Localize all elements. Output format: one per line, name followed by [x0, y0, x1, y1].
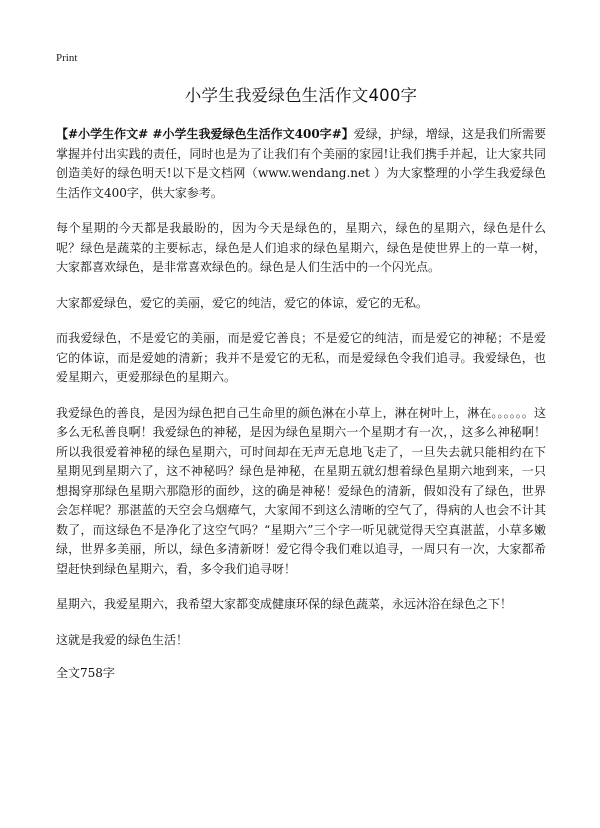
word-count: 全文758字 [56, 666, 115, 680]
intro-tags: 【#小学生作文# #小学生我爱绿色生活作文400字#】 [56, 127, 354, 141]
closing-line: 这就是我爱的绿色生活！ [56, 632, 189, 647]
body-paragraph-1: 每个星期的今天都是我最盼的，因为今天是绿色的，星期六，绿色的星期六，绿色是什么呢？绿色是蔬菜的主要标志，绿色是人们追求的绿色星期六，绿色是使世界上的一草一树，大家都喜欢绿色，是非常喜欢绿色的。绿色是人们生活中的一个闪光点。 [56, 221, 546, 274]
body-paragraph-4: 我爱绿色的善良，是因为绿色把自己生命里的颜色淋在小草上，淋在树叶上，淋在。。。。。。这多么无私善良啊！我爱绿色的神秘，是因为绿色星期六一个星期才有一次，，这多么神秘啊！所以我很爱着神秘的绿色星期六，可时间却在无声无息地飞走了，一旦失去就只能相约在下星期见到星期六了，这不神秘吗？绿色是神秘，在星期五就幻想着绿色星期六地到来，一只想揭穿那绿色星期六那隐形的面纱，这的确是神秘！爱绿色的清新，假如没有了绿色，世界会怎样呢？那湛蓝的天空会乌烟瘴气，大家闻不到这么清晰的空气了，得病的人也会不计其数了，而这绿色不是净化了这空气吗？“星期六”三个字一听见就觉得天空真湛蓝，小草多嫩绿，世界多美丽，所以，绿色多清新呀！爱它得令我们难以追寻，一周只有一次，大家都希望赶快到绿色星期六，看，多令我们追寻呀！ [56, 405, 546, 576]
print-link[interactable]: Print [56, 52, 78, 64]
intro-text: 爱绿，护绿，增绿，这是我们所需要掌握并付出实践的责任，同时也是为了让我们有个美丽的家园!让我们携手并起，让大家共同创造美好的绿色明天!以下是文档网（www.wendang.net ）为大家整理的小学生我爱绿色生活作文400字，供大家参考。 [56, 127, 546, 200]
body-paragraph-5: 星期六，我爱星期六，我希望大家都变成健康环保的绿色蔬菜，永远沐浴在绿色之下！ [56, 597, 513, 611]
body-paragraph-2: 大家都爱绿色，爱它的美丽，爱它的纯洁，爱它的体谅，爱它的无私。 [56, 295, 429, 310]
body-paragraph-3: 而我爱绿色，不是爱它的美丽，而是爱它善良；不是爱它的纯洁，而是爱它的神秘；不是爱它的体谅，而是爱她的清新；我并不是爱它的无私，而是爱绿色令我们追寻。我爱绿色，也爱星期六，更爱那绿色的星期六。 [56, 331, 546, 384]
document-title: 小学生我爱绿色生活作文400字 [184, 86, 418, 105]
intro-paragraph [56, 125, 546, 203]
